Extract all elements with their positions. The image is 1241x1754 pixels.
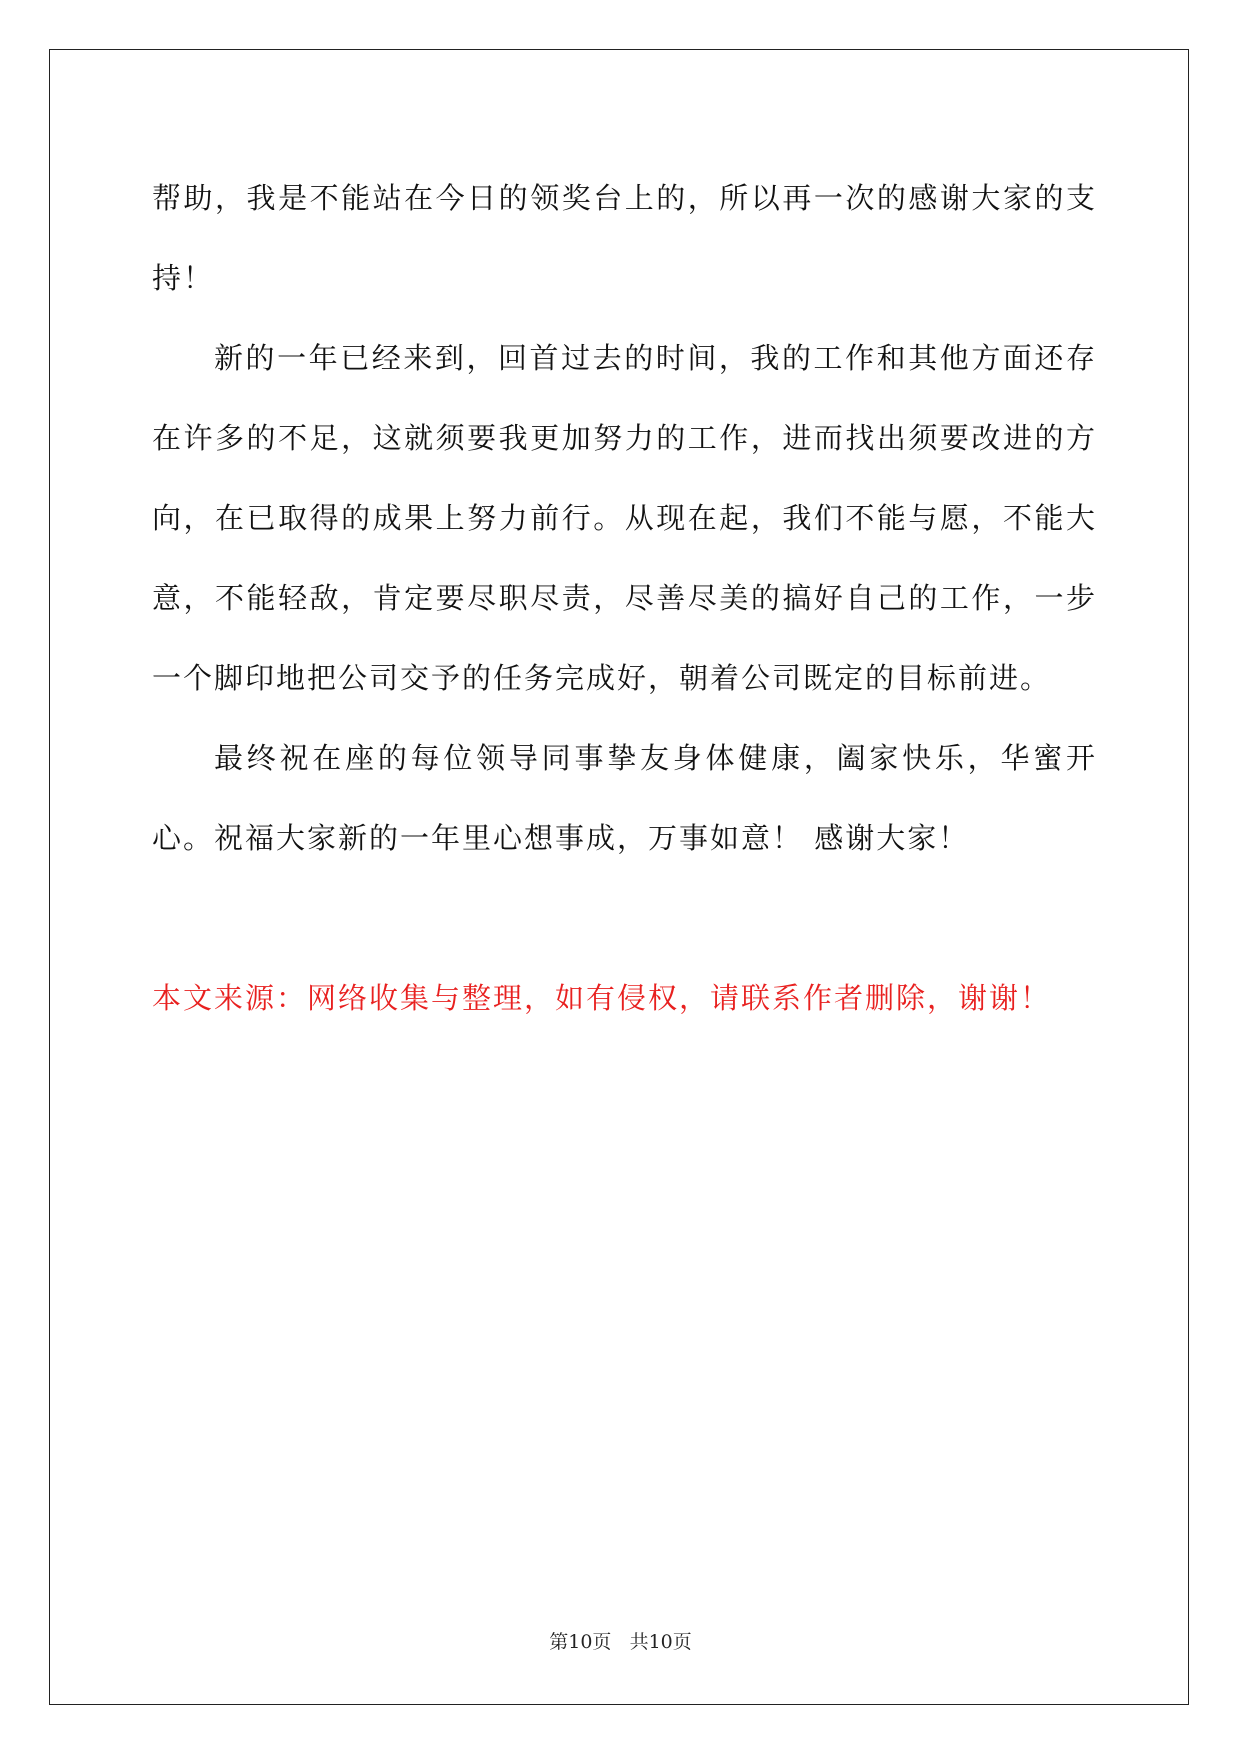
footer-spacer — [611, 1631, 629, 1653]
document-body — [152, 158, 1097, 878]
total-pages: 共10页 — [629, 1631, 692, 1653]
page-footer — [0, 1627, 1241, 1654]
paragraph-1: 帮助，我是不能站在今日的领奖台上的，所以再一次的感谢大家的支持！ — [152, 181, 1097, 295]
current-page-number: 第10页 — [549, 1631, 612, 1653]
source-note: 本文来源：网络收集与整理，如有侵权，请联系作者删除，谢谢！ — [152, 981, 1052, 1015]
paragraph-3: 最终祝在座的每位领导同事挚友身体健康，阖家快乐，华蜜开心。祝福大家新的一年里心想事成，万事如意！ 感谢大家！ — [152, 741, 1097, 855]
paragraph-2: 新的一年已经来到，回首过去的时间，我的工作和其他方面还存在许多的不足，这就须要我更加努力的工作，进而找出须要改进的方向，在已取得的成果上努力前行。从现在起，我们不能与愿，不能大意，不能轻敌，肯定要尽职尽责，尽善尽美的搞好自己的工作，一步一个脚印地把公司交予的任务完成好，朝着公司既定的目标前进。 — [152, 341, 1097, 695]
